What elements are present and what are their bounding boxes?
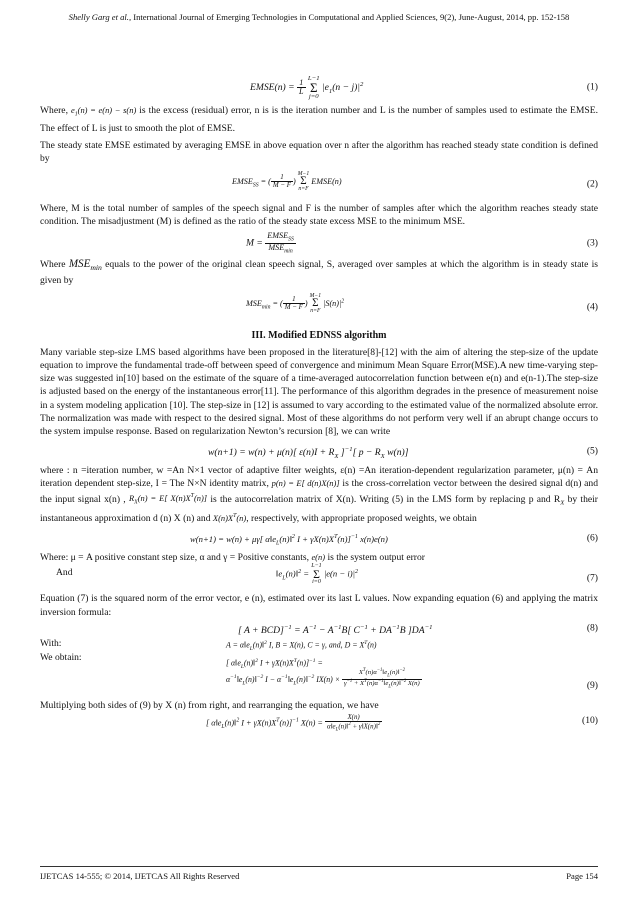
header-authors: Shelly Garg et al., [68, 12, 132, 22]
page-footer [40, 866, 598, 881]
equation-9-number: (9) [586, 679, 598, 691]
section-heading: III. Modified EDNSS algorithm [251, 329, 387, 341]
paragraph-steady-state: The steady state EMSE estimated by averaging EMSE in above equation over n after the algorithm has reached steady state condition is defined by [40, 140, 598, 165]
equation-7: And $‖e_L(n)‖^2$ = L−1 Σ i=0 $|e(n - i)|^2$ (7) [56, 563, 598, 586]
equation-10: [ $\alpha‖e_L(n)‖^2$ $I + \gamma X(n)X^T(n)]^{-1}$ X(n) = $\frac{X(n)}{\alpha‖e_L(n)‖^2 + \gamma‖X(n)‖^2}$ (10) [206, 714, 598, 734]
equation-7-number: (7) [586, 572, 598, 584]
paragraph-msemin: Where $MSE_{min}$ equals to the power of the original clean speech signal, S, averaged over samples at which the algorithm is in steady state is given by [40, 257, 599, 287]
equation-9: $\alpha^{-1}‖e_L(n)‖^{-2}$ $I - \alpha^{-1}‖e_L(n)‖^{-2}$ IX(n) × $\frac{X^T(n)\alpha^{-1}‖e_L(n)‖^{-2}}{\gamma^{-1} + X^T(n)\alpha^{-1}‖e_L(n)‖^{-2} X(n)}$ (9) [226, 667, 598, 691]
obtain-line: We obtain: [ $\alpha‖e_L(n)‖^2$ $I + \gamma X(n)X^T(n)]^{-1}$ = [40, 651, 323, 671]
paragraph-edness-intro: Many variable step-size LMS based algorithms have been proposed in the literature[8]-[12] with the aim of altering the step-size of the update equation to improve the fundamental trade-off between speed of convergence and minimum Mean Square Error(MSE).A new time-varying step-size was suggested in[10] based on the estimate of the square of a time-averaged autocorrelation function between e(n) and e(n-1).The step-size is adjusted based on the energy of the instantaneous error[11]. The performance of this algorithm degrades in the presence of measurement noise in a system modeling application [10]. The step-size in [12] is assumed to vary according to the estimated value of the normalized absolute error. The normalization was made with respect to the desired signal. Most of these algorithms do not perform very well if an abrupt change occurs to the system impulse response. Based on regularization Newton’s recursion [8], we can write [40, 346, 598, 437]
equation-4-number: (4) [586, 300, 598, 312]
equation-8: [ $A + BCD]^{-1} = A^{-1} - A^{-1}B$[ $C^{-1} + DA^{-1}B$ ]$DA^{-1}$ (8) [238, 622, 598, 637]
paragraph-constants: Where: μ = A positive constant step size, α and γ = Positive constants, e(n) is the system output error [40, 552, 425, 564]
paragraph-norm: Equation (7) is the squared norm of the error vector, e (n), estimated over its last L values. Now expanding equation (6) and applying the matrix inversion formula: [40, 593, 598, 618]
equation-2: $EMSE_{SS}$ = ( $\frac{1}{M - F}$ ) M−1 Σ n=F EMSE(n) (2) [232, 170, 598, 192]
equation-3: M = $\frac{EMSE_{SS}}{MSE_{min}}$ (3) [246, 230, 598, 255]
paragraph-excess-error: Where, $e_1(n) = e(n) - s(n)$ is the excess (residual) error, n is is the iteration number and L is the number of samples used to estimate the EMSE. The effect of L is just to smooth the plot of EMSE. [40, 105, 598, 134]
equation-8-number: (8) [586, 622, 598, 634]
equation-4: $MSE_{min}$ = ( $\frac{1}{M - F}$ ) M−1 Σ n=F $|S(n)|^2$ (4) [246, 292, 598, 314]
body-text [40, 70, 598, 744]
with-line: With: $A = \alpha‖e_L(n)‖^2$ I, B = X(n), C = γ, and, $D = X^T(n)$ [40, 637, 377, 653]
paragraph-multiply: Multiplying both sides of (9) by X (n) from right, and rearranging the equation, we have [40, 699, 379, 711]
paragraph-definitions: where : n =iteration number, w =An N×1 vector of adaptive filter weights, ε(n) =An iteration-dependent regularization parameter, μ(n) = An iteration dependent step-size, I = The N×N identity matrix, p(n) = E[ d(n)X(n)] is the cross-correlation vector between the desired signal d(n) and the input signal x(n) , $R_X(n) = E$[ $X(n)X^T(n)$] is the autocorrelation matrix of X(n). Writing (5) in the LMS form by replacing p and $R_X$ by their instantaneous approximation d (n) X (n) and $X(n)X^T(n)$, respectively, with appropriate proposed weights, we obtain [40, 465, 599, 525]
equation-3-number: (3) [586, 237, 598, 249]
equation-6-number: (6) [586, 532, 598, 544]
equation-5: w(n+1) = w(n) + μ(n)[ $\varepsilon(n)I + R_X$ ]$^{-1}$[ $p - R_X$ w(n)] (5) [208, 445, 598, 461]
footer-page-number: Page 154 [566, 871, 598, 881]
equation-5-number: (5) [586, 445, 598, 457]
paragraph-misadjustment: Where, M is the total number of samples of the speech signal and F is the number of samples after which the algorithm reaches steady state condition. The misadjustment (M) is defined as the ratio of the steady state excess MSE to the minimum MSE. [40, 202, 598, 227]
header-citation: International Journal of Emerging Technologies in Computational and Applied Sciences, 9(2), June-August, 2014, pp. 152-158 [133, 12, 570, 22]
running-header [40, 12, 598, 23]
and-label: And [56, 567, 73, 579]
equation-2-number: (2) [586, 177, 598, 189]
equation-1-number: (1) [586, 81, 598, 93]
footer-copyright: IJETCAS 14-555; © 2014, IJETCAS All Rights Reserved [40, 871, 240, 881]
equation-1: EMSE(n) = $\frac{1}{L}$ L−1 Σ j=0 $|e_1(n - j)|^2$ (1) [250, 75, 598, 100]
equation-6: w(n+1) = w(n) + μγ[ $\alpha‖e_L(n)‖^2$ $I + \gamma X(n)X^T(n)]^{-1}$ x(n)e(n) (6) [190, 532, 598, 547]
equation-10-number: (10) [582, 715, 598, 727]
